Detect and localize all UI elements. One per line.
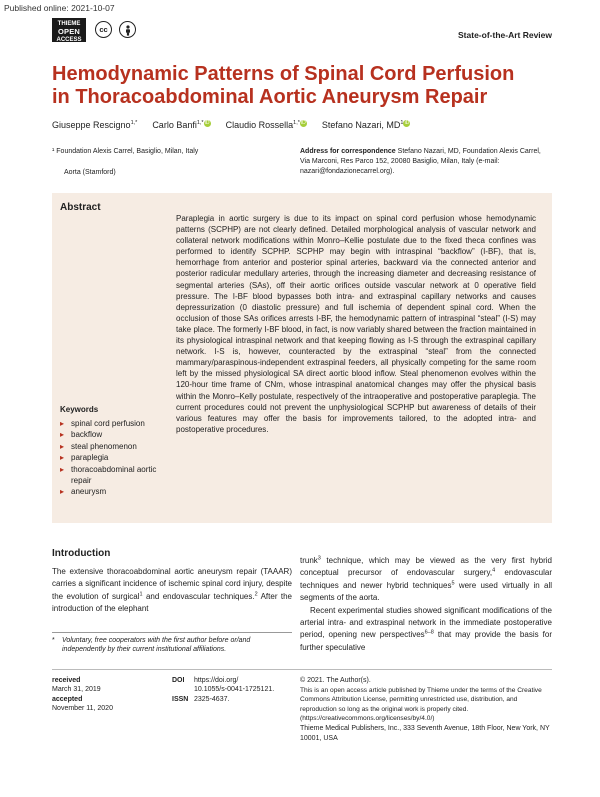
copyright-block [300, 676, 552, 743]
intro-text: trunk [300, 556, 318, 565]
author-affil-sup: 1,* [293, 120, 300, 126]
reference-link[interactable]: 3 [317, 555, 321, 562]
copyright-line: © 2021. The Author(s). [300, 677, 371, 684]
intro-text: that may provide the basis for further speculative [300, 630, 552, 652]
reference-link[interactable]: 2 [254, 591, 258, 598]
title-line-1: Hemodynamic Patterns of Spinal Cord Perfusion [52, 63, 515, 85]
article-dates [52, 676, 172, 714]
intro-paragraph [300, 605, 552, 655]
publisher-address: Thieme Medical Publishers, Inc., 333 Seventh Avenue, 18th Floor, New York, NY 10001, USA [300, 724, 550, 742]
reference-link[interactable]: 6–8 [424, 629, 434, 636]
footnote-text: Voluntary, free cooperators with the first author before or/and independently by their current institutional affiliations. [62, 637, 251, 653]
article-identifiers [172, 676, 292, 704]
doi-label: DOI [172, 677, 185, 684]
abstract-heading: Abstract [60, 202, 101, 213]
intro-text: endovascular techniques and newer hybrid techniques [300, 568, 553, 590]
keyword-item: ▸ steal phenomenon [60, 441, 175, 452]
author-name: Carlo Banfi [152, 120, 197, 130]
footnote-marker: * [52, 637, 55, 644]
introduction-column-2 [300, 555, 552, 654]
title-line-2: in Thoracoabdominal Aortic Aneurysm Repair [52, 86, 488, 108]
intro-paragraph [300, 555, 552, 605]
correspondence-address [300, 147, 552, 177]
received-date: March 31, 2019 [52, 686, 101, 694]
author-affil-sup: 1,* [196, 120, 204, 126]
attribution-person-icon [119, 21, 136, 38]
received-label: received [52, 677, 81, 684]
footnote [52, 636, 292, 654]
accepted-label: accepted [52, 695, 83, 703]
orcid-icon[interactable]: iD [301, 120, 306, 126]
intro-text: Recent experimental studies showed significant modifications of the arterial intra- and extraspinal network in the immediate postoperative period, opening new perspectives [300, 605, 552, 640]
correspondence-label: Address for correspondence [300, 148, 396, 155]
introduction-column-1 [52, 566, 292, 616]
correspondence-text: Stefano Nazari, MD, Foundation Alexis Carrel, Via Marconi, Res Parco 152, 20080 Basiglio, Milan, Italy (e-mail: nazari@fondazionecarrel.org). [300, 148, 541, 175]
thieme-open-access-logo [52, 18, 86, 42]
author-name: Claudio Rossella [225, 120, 294, 130]
logo-thieme-text: THIEME [57, 21, 81, 27]
logo-access-text: ACCESS [56, 37, 82, 43]
metadata-divider [52, 669, 552, 670]
journal-citation: Aorta (Stamford) [64, 169, 116, 176]
published-online-date: Published online: 2021-10-07 [4, 3, 115, 13]
footnote-divider [52, 632, 292, 633]
intro-text: The extensive thoracoabdominal aortic aneurysm repair (TAAAR) carries a significant incidence of ischemic spinal cord injury, despite the evolution of surgical [52, 567, 292, 601]
license-icons [95, 21, 139, 39]
doi-link[interactable]: https://doi.org/ [194, 677, 239, 684]
keywords-heading: Keywords [60, 405, 99, 414]
article-type-label: State-of-the-Art Review [458, 30, 552, 40]
issn-value: 2325-4637. [194, 695, 230, 703]
doi-link-continued[interactable]: 10.1055/s-0041-1725121. [194, 686, 275, 694]
reference-link[interactable]: 4 [492, 567, 496, 574]
keyword-item: ▸ spinal cord perfusion [60, 418, 175, 429]
reference-link[interactable]: 5 [451, 580, 455, 587]
keyword-item: ▸ aneurysm [60, 486, 175, 497]
keyword-item: ▸ paraplegia [60, 452, 175, 463]
logo-open-text: OPEN [57, 27, 81, 36]
author-list [52, 120, 410, 130]
orcid-icon[interactable]: iD [204, 120, 210, 126]
keywords-list [60, 418, 175, 498]
affiliation: ¹ Foundation Alexis Carrel, Basiglio, Milan, Italy [52, 148, 199, 155]
reference-link[interactable]: 1 [139, 591, 143, 598]
keyword-item: ▸ thoracoabdominal aortic repair [60, 464, 175, 487]
abstract-body: Paraplegia in aortic surgery is due to its impact on spinal cord perfusion whose hemodynamic patterns (SCPHP) are not clearly defined. Detailed morphological analysis of vascular network and collateral network modifications within Monro–Kellie postulate due to the fixed theca confines was performed to identify SCPHP. SCPHP may begin with intraspinal “backflow” (I-BF), that is, hemorrhage from anterior and posterior spinal arteries, backward via the connected anterior and posterior radicular medullary arteries, through the increasing diameter and decreasing resistance of segmental arteries (SAs), off their aortic orifices outside vascular network at 0 operative field pressure. The I-BF blood bypasses both intra- and extraspinal capillary networks and causes depressurization (0 diastolic pressure) and full ischemia of dependent spinal cord. When the occlusion of those SAs orifices arrests I-BF, the hemodynamic pattern of intraspinal “steal” (I-S) may take place. The formerly I-BF blood, in fact, is now variably shared between the fraction maintained in its physiological intraspinal network and that keeping flowing as I-S through the extraspinal capillary network. I-S is, however, counteracted by the extraspinal “steal” from the connected mammary/paraspinous-independent extraspinal feeders, all physically competing for the same room left by the missed physiological SA direct aortic blood inflow. Steal phenomenon evolves within the 120-hour time frame of CNm, whose intraspinal anatomical changes may offer the physical basis within the Monro–Kelly postulate, respectively of the intraoperative and postoperative paraplegia. The current procedures could not prevent the unphysiological SCPHP but awareness of details of their various features may offer the basis for improvements tailored, to the adopted intra- and postoperative procedures. [176, 214, 536, 434]
accepted-date: November 11, 2020 [52, 705, 113, 713]
keyword-item: ▸ backflow [60, 429, 175, 440]
author-affil-sup: 1,* [130, 120, 138, 126]
creative-commons-icon: cc [95, 21, 112, 38]
introduction-heading: Introduction [52, 548, 111, 559]
license-text: This is an open access article published by Thieme under the terms of the Creative Commons Attribution License, permitting unrestricted use, distribution, and reproduction so long as the original work is properly cited. (https://creativecommons.org/licenses/by/4.0/) [300, 686, 542, 723]
issn-label: ISSN [172, 695, 189, 703]
intro-text: technique, which may be viewed as the very first hybrid conceptual precursor of endovascular surgery, [300, 556, 552, 578]
orcid-icon[interactable]: iD [404, 120, 410, 126]
intro-text: and endovascular techniques. [142, 591, 255, 601]
article-title [52, 63, 552, 109]
intro-text: After the introduction of the elephant [52, 591, 292, 614]
author-name: Stefano Nazari, MD [321, 120, 401, 130]
author-name: Giuseppe Rescigno [52, 120, 131, 130]
intro-text: were used virtually in all segments of the aorta. [300, 580, 552, 603]
author-affil-sup: 1 [400, 120, 404, 126]
